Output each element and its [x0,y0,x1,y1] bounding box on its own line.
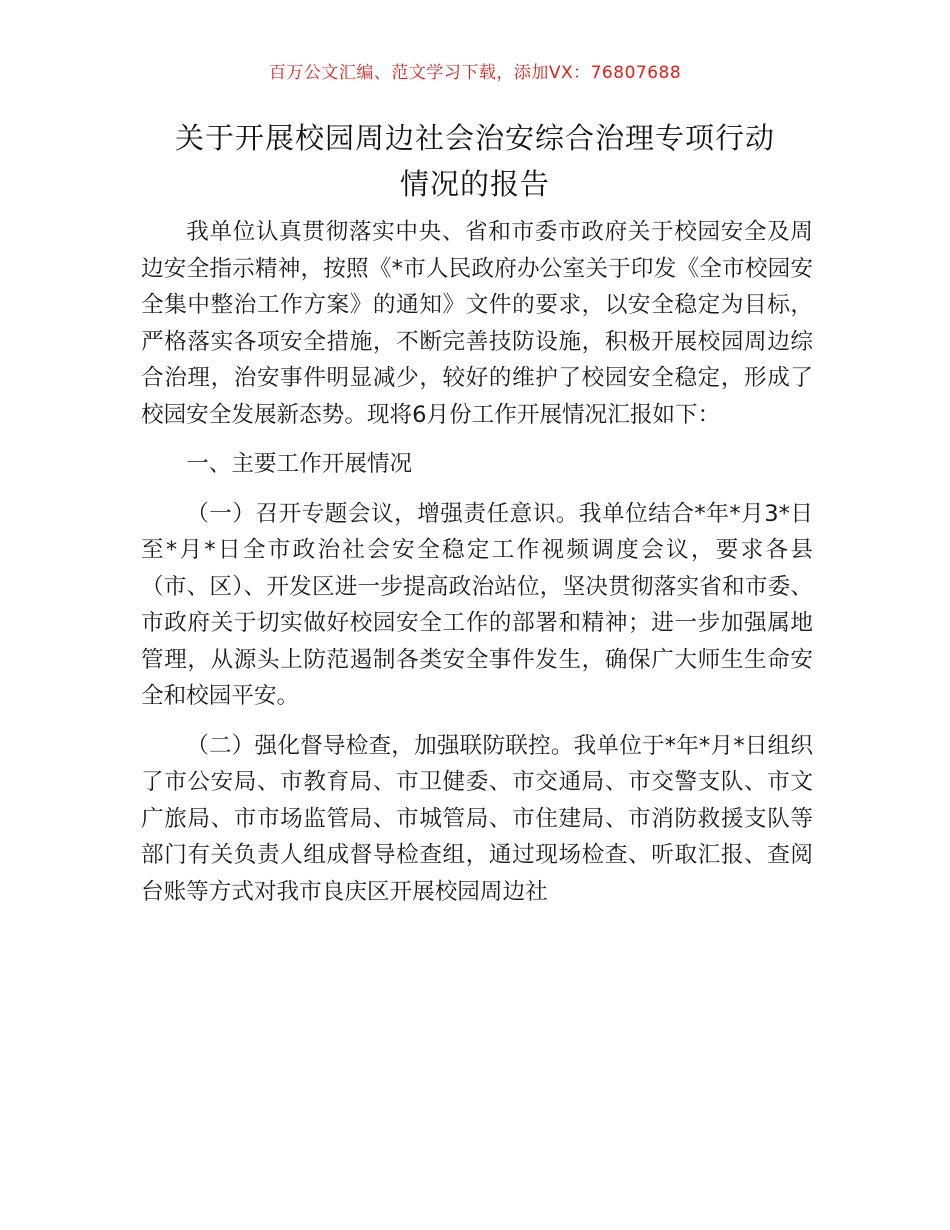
title-line-1: 关于开展校园周边社会治安综合治理专项行动 [174,121,775,155]
paragraph-item-1: （一）召开专题会议，增强责任意识。我单位结合*年*月3*日至*月*日全市政治社会安全稳定工作视频调度会议，要求各县（市、区）、开发区进一步提高政治站位，坚决贯彻落实省和市委、市政府关于切实做好校园安全工作的部署和精神；进一步加强属地管理，从源头上防范遏制各类安全事件发生，确保广大师生生命安全和校园平安。 [141,500,813,709]
document-title [100,115,850,207]
paragraph-intro: 我单位认真贯彻落实中央、省和市委市政府关于校园安全及周边安全指示精神，按照《*市人民政府办公室关于印发《全市校园安全集中整治工作方案》的通知》文件的要求，以安全稳定为目标，严格落实各项安全措施，不断完善技防设施，积极开展校园周边综合治理，治安事件明显减少，较好的维护了校园安全稳定，形成了校园安全发展新态势。现将6月份工作开展情况汇报如下： [141,219,813,428]
section-heading-1: 一、主要工作开展情况 [186,451,413,477]
watermark-header: 百万公文汇编、范文学习下载，添加VX：76807688 [268,63,682,83]
paragraph-item-2: （二）强化督导检查，加强联防联控。我单位于*年*月*日组织了市公安局、市教育局、市卫健委、市交通局、市交警支队、市文广旅局、市市场监管局、市城管局、市住建局、市消防救援支队等部门有关负责人组成督导检查组，通过现场检查、听取汇报、查阅台账等方式对我市良庆区开展校园周边社 [141,732,813,905]
title-line-2: 情况的报告 [399,167,550,201]
document-body [141,214,813,910]
